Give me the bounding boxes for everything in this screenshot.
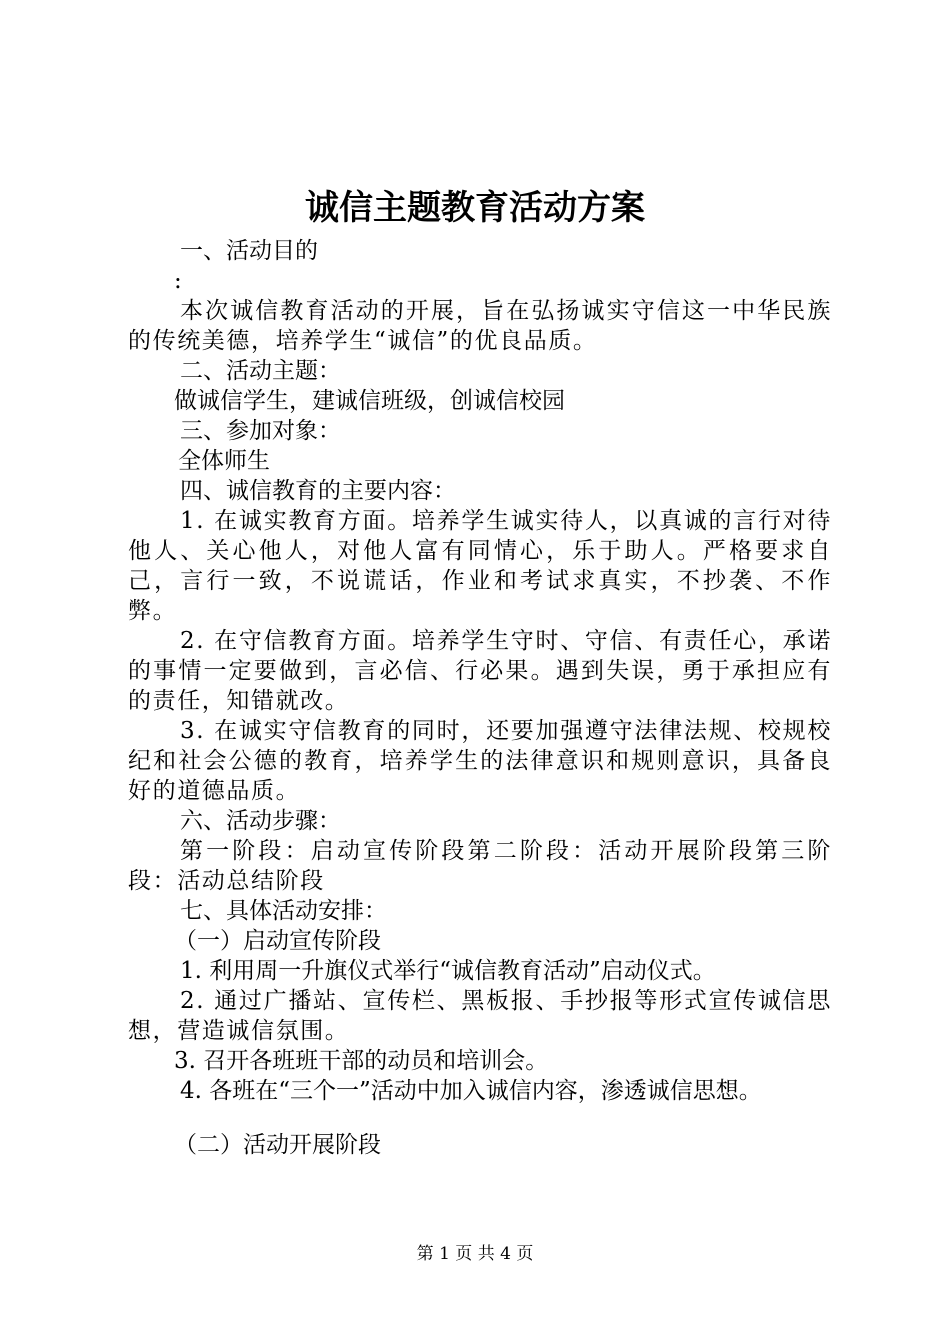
section-1-colon: : [174, 268, 182, 294]
section-6-text: 第一阶段：启动宣传阶段第二阶段：活动开展阶段第三阶段：活动总结阶段 [128, 838, 832, 894]
section-7-item-2: 2. 通过广播站、宣传栏、黑板报、手抄报等形式宣传诚信思想，营造诚信氛围。 [128, 988, 832, 1044]
section-7-item-3: 3. 召开各班班干部的动员和培训会。 [174, 1048, 549, 1074]
section-1-heading: 一、活动目的 [180, 238, 318, 264]
section-4-item-1: 1. 在诚实教育方面。培养学生诚实待人，以真诚的言行对待他人、关心他人，对他人富有同情心，乐于助人。严格要求自己，言行一致，不说谎话，作业和考试求真实，不抄袭、不作弊。 [128, 508, 832, 624]
section-6-heading: 六、活动步骤： [180, 808, 341, 834]
section-7-subheading-2: （二）活动开展阶段 [174, 1132, 381, 1158]
section-2-text: 做诚信学生，建诚信班级，创诚信校园 [174, 388, 565, 414]
document-body [128, 236, 832, 1160]
section-2-heading: 二、活动主题： [180, 358, 341, 384]
section-3-heading: 三、参加对象： [180, 418, 341, 444]
section-3-text: 全体师生 [178, 448, 270, 474]
section-4-heading: 四、诚信教育的主要内容： [180, 478, 456, 504]
page-number-footer: 第 1 页 共 4 页 [416, 1244, 534, 1264]
section-4-item-3: 3. 在诚实守信教育的同时，还要加强遵守法律法规、校规校纪和社会公德的教育，培养学生的法律意识和规则意识，具备良好的道德品质。 [128, 718, 832, 804]
section-1-text: 本次诚信教育活动的开展，旨在弘扬诚实守信这一中华民族的传统美德，培养学生“诚信”的优良品质。 [128, 298, 832, 354]
spacer [128, 1106, 832, 1130]
section-7-subheading-1: （一）启动宣传阶段 [174, 928, 381, 954]
section-7-item-4: 4. 各班在“三个一”活动中加入诚信内容，渗透诚信思想。 [180, 1078, 762, 1104]
section-7-heading: 七、具体活动安排： [180, 898, 387, 924]
section-7-item-1: 1. 利用周一升旗仪式举行“诚信教育活动”启动仪式。 [180, 958, 716, 984]
section-4-item-2: 2. 在守信教育方面。培养学生守时、守信、有责任心，承诺的事情一定要做到，言必信、行必果。遇到失误，勇于承担应有的责任，知错就改。 [128, 628, 832, 714]
document-title: 诚信主题教育活动方案 [305, 188, 645, 228]
